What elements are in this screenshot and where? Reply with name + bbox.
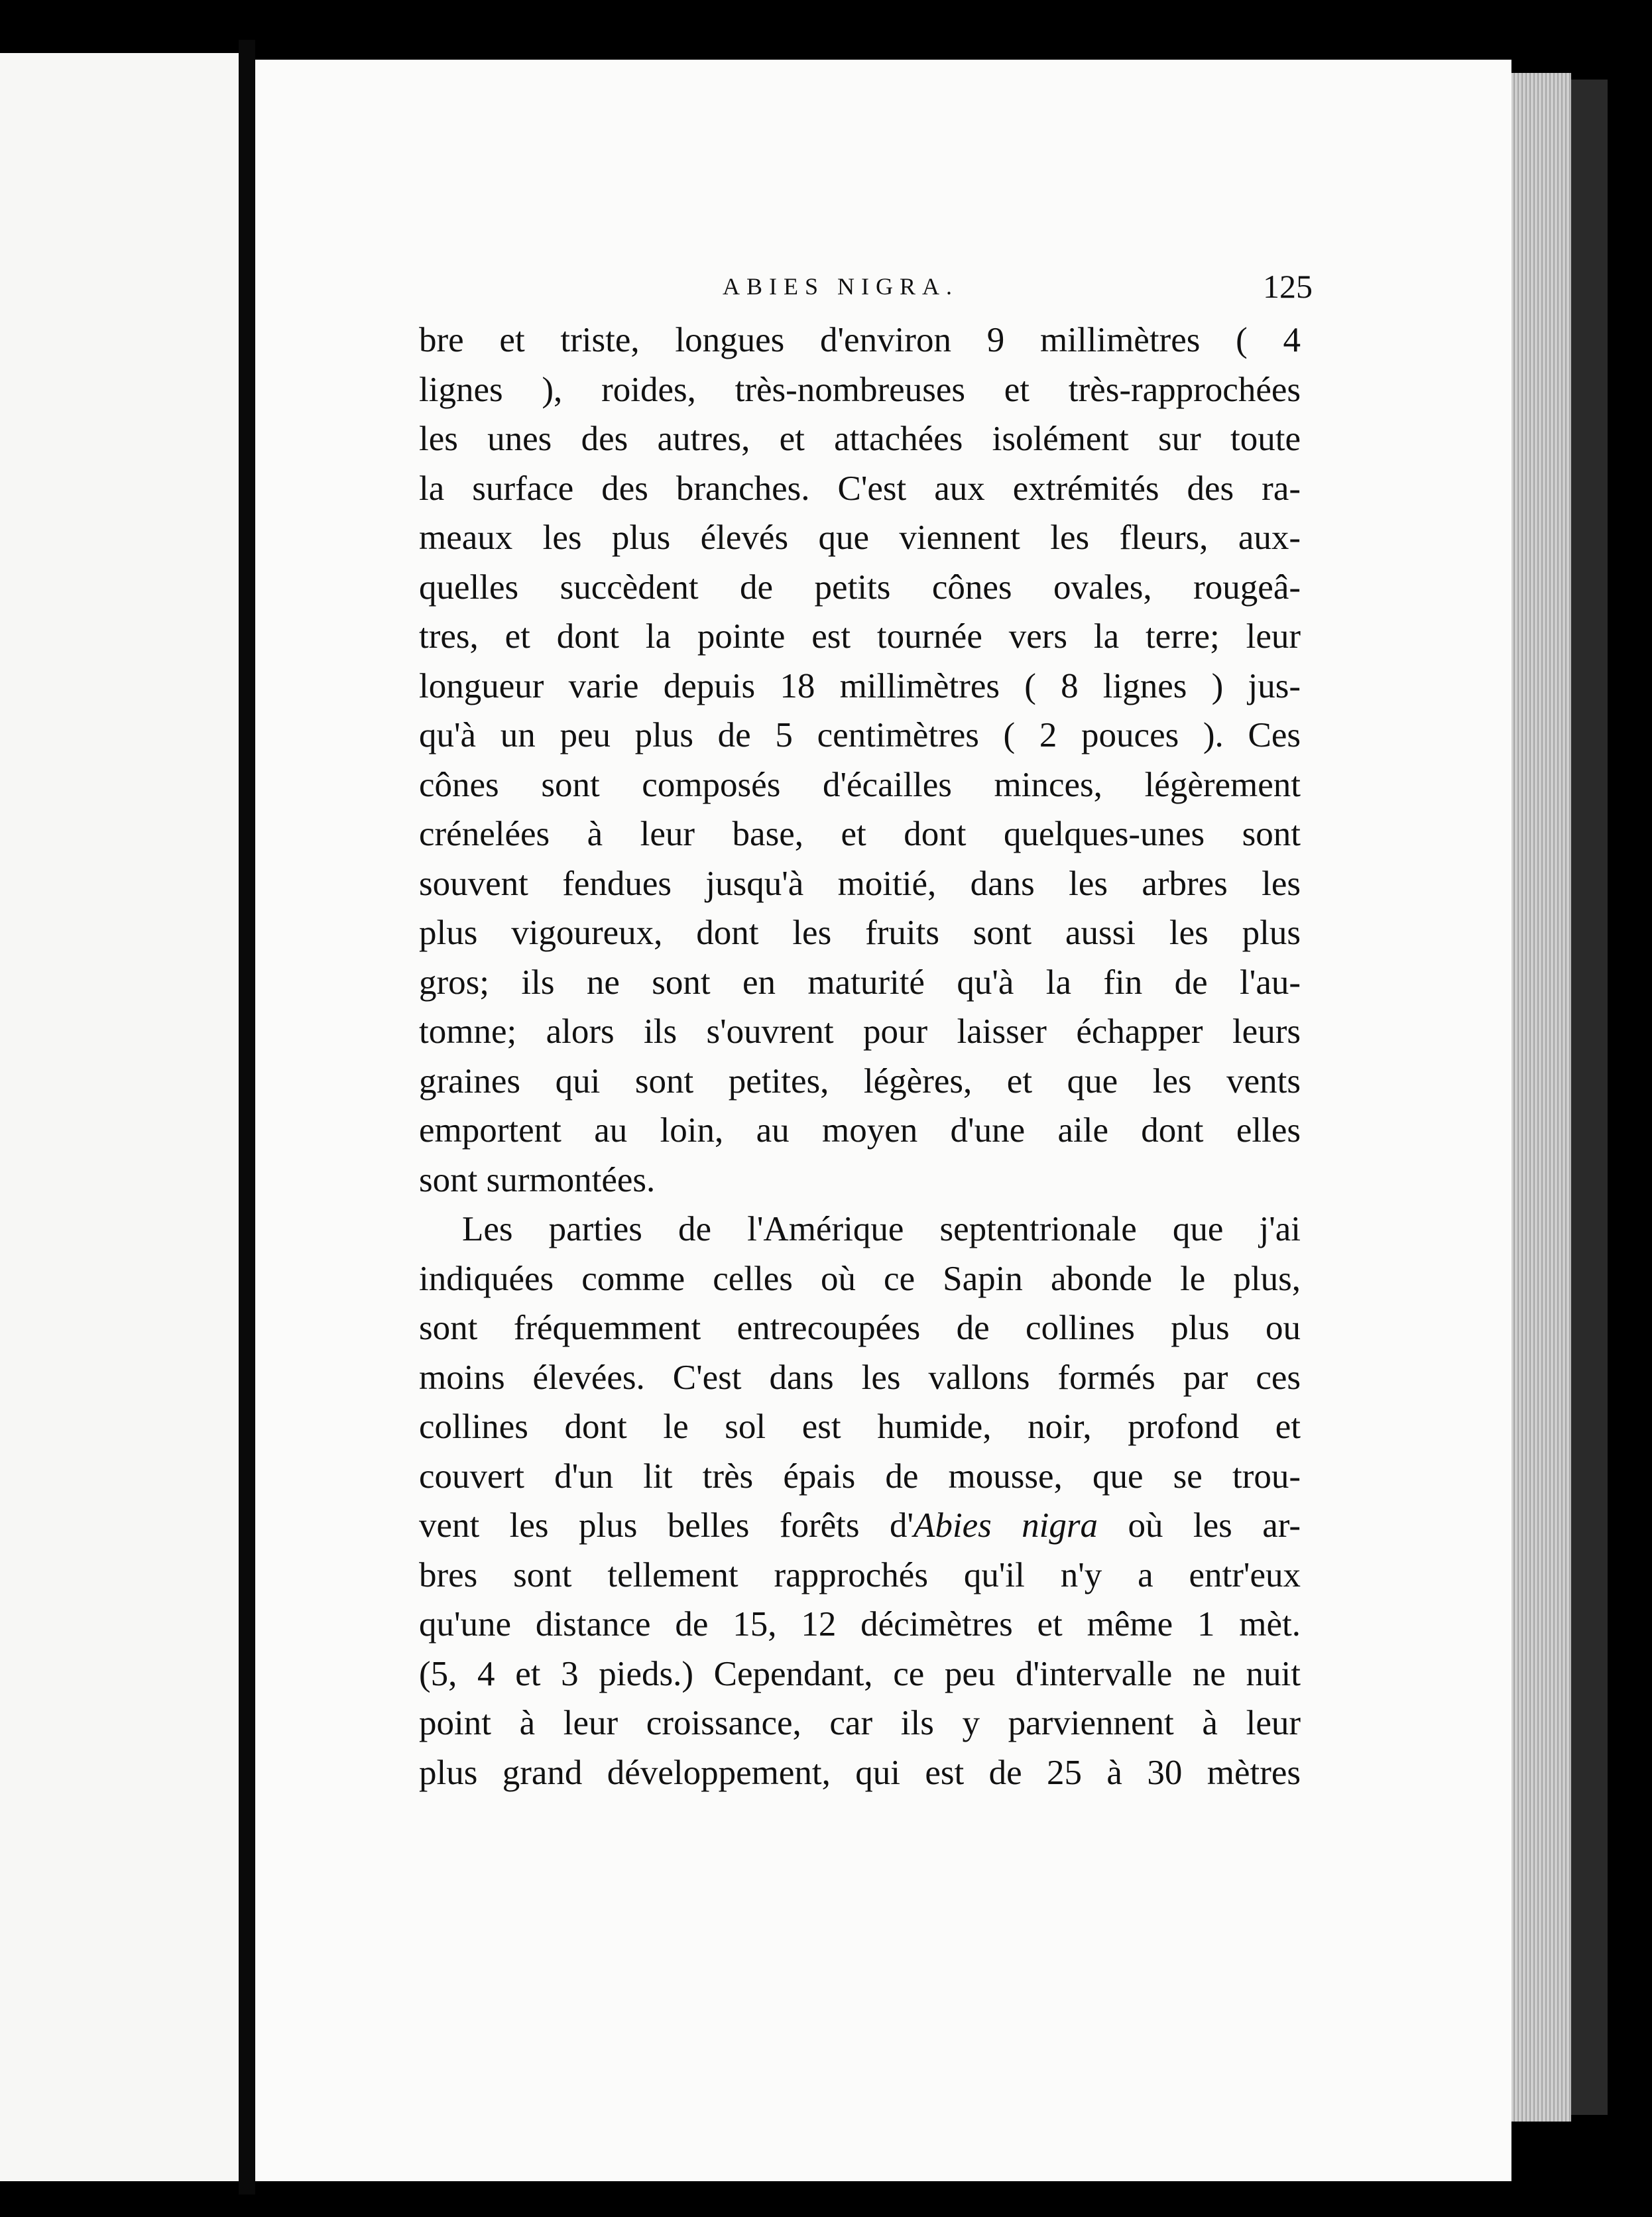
text-line: bres sont tellement rapprochés qu'il n'y a entr'eux	[419, 1555, 1301, 1594]
body-text	[419, 316, 1301, 1797]
text-line: les unes des autres, et attachées isolément sur toute	[419, 420, 1301, 458]
text-line: longueur varie depuis 18 millimètres ( 8 lignes ) jus-	[419, 666, 1301, 705]
text-line: plus grand développement, qui est de 25 à 30 mètres	[419, 1753, 1301, 1792]
text-line: point à leur croissance, car ils y parviennent à leur	[419, 1704, 1301, 1742]
text-line: la surface des branches. C'est aux extrémités des ra-	[419, 469, 1301, 508]
book-cover-edge	[1571, 80, 1608, 2115]
text-line: Les parties de l'Amérique septentrionale que j'ai	[462, 1210, 1301, 1248]
text-line: tres, et dont la pointe est tournée vers la terre; leur	[419, 617, 1301, 656]
text-line: crénelées à leur base, et dont quelques-unes sont	[419, 815, 1301, 853]
text-line: qu'à un peu plus de 5 centimètres ( 2 pouces ). Ces	[419, 716, 1301, 754]
text-line: (5, 4 et 3 pieds.) Cependant, ce peu d'intervalle ne nuit	[419, 1654, 1301, 1693]
page-edges	[1511, 73, 1571, 2122]
page-header	[723, 267, 1313, 307]
page-number: 125	[1263, 268, 1313, 305]
text-line: couvert d'un lit très épais de mousse, que se trou-	[419, 1457, 1301, 1496]
species-name-italic: Abies nigra	[914, 1506, 1098, 1545]
text-line: cônes sont composés d'écailles minces, légèrement	[419, 765, 1301, 804]
text-line: indiquées comme celles où ce Sapin abonde le plus,	[419, 1259, 1301, 1298]
text-line: gros; ils ne sont en maturité qu'à la fin de l'au-	[419, 963, 1301, 1002]
text-line: collines dont le sol est humide, noir, profond et	[419, 1408, 1301, 1446]
text-line	[419, 1501, 1301, 1551]
text-line-end: où les ar-	[1098, 1506, 1301, 1545]
text-line: qu'une distance de 15, 12 décimètres et même 1 mèt.	[419, 1605, 1301, 1644]
text-line: graines qui sont petites, légères, et que les vents	[419, 1061, 1301, 1101]
text-line: quelles succèdent de petits cônes ovales, rougeâ-	[419, 568, 1301, 607]
text-line: plus vigoureux, dont les fruits sont aussi les plus	[419, 914, 1301, 952]
text-line: tomne; alors ils s'ouvrent pour laisser échapper leurs	[419, 1012, 1301, 1051]
text-line: lignes ), roides, très-nombreuses et très-rapprochées	[419, 370, 1301, 409]
text-line: moins élevées. C'est dans les vallons formés par ces	[419, 1358, 1301, 1397]
left-page	[0, 53, 239, 2181]
text-line: souvent fendues jusqu'à moitié, dans les arbres les	[419, 864, 1301, 903]
book-gutter	[239, 40, 255, 2194]
text-line: sont fréquemment entrecoupées de collines plus ou	[419, 1309, 1301, 1347]
text-line: bre et triste, longues d'environ 9 millimètres ( 4	[419, 321, 1301, 359]
text-line-start: vent les plus belles forêts d'	[419, 1506, 914, 1545]
running-title: ABIES NIGRA.	[723, 273, 959, 300]
text-line: meaux les plus élevés que viennent les fleurs, aux-	[419, 518, 1301, 557]
text-line: emportent au loin, au moyen d'une aile dont elles	[419, 1111, 1301, 1150]
text-line: sont surmontées.	[419, 1160, 656, 1199]
